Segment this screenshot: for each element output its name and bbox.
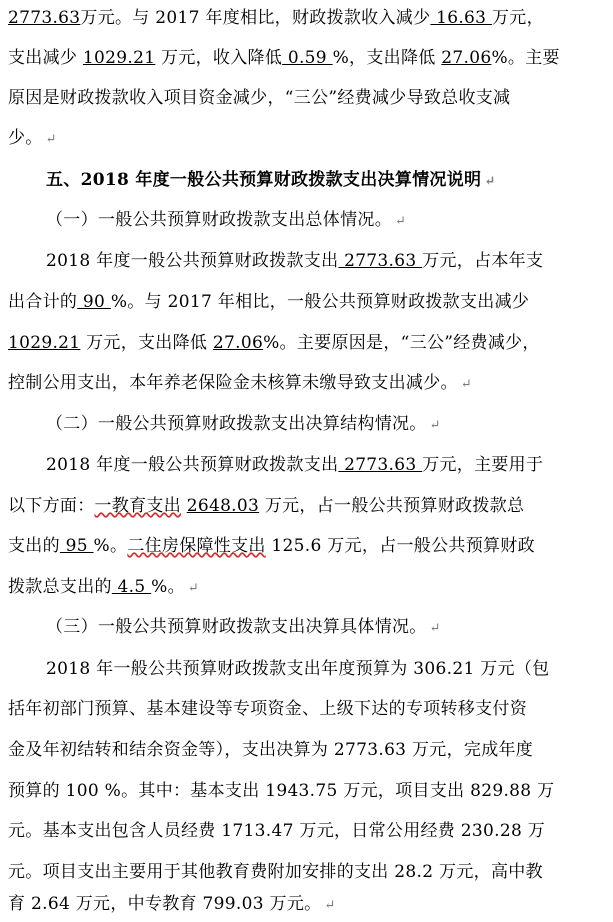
text-run: 万元，支出降低 [80,333,213,353]
text-run: 万元，主要用于 [422,455,544,475]
text-run: 支出减少 [8,48,83,68]
text-run: %。主要 [491,48,560,68]
underlined-value: 90 [77,292,111,312]
text-line-7 [8,243,613,279]
text-run: 五、2018 年度一般公共预算财政拨款支出决算情况说明 [46,170,482,190]
text-run: 2018 年一般公共预算财政拨款支出年度预算为 306.21 万元（包 [46,659,550,679]
paragraph-mark: ↵ [460,377,473,392]
text-run: 万元，占一般公共预算财政拨款总 [259,496,525,516]
paragraph-mark: ↵ [395,214,407,229]
text-run: 少。 [8,128,43,148]
text-run: 育 2.64 万元，中专教育 799.03 万元。 [8,894,322,914]
text-run: 元。项目支出主要用于其他教育费附加安排的支出 28.2 万元，高中教 [8,862,543,882]
text-run: %，支出降低 [332,48,442,68]
text-run: 万元， [491,8,544,28]
paragraph-mark: ↵ [324,898,336,913]
subsection-heading-3 [8,609,613,645]
text-line-8 [8,284,608,320]
underlined-value: 4.5 [111,577,152,597]
spellcheck-text: 二住房保障性支出 [127,536,266,556]
underlined-value: 95 [59,536,94,556]
text-run: （三）一般公共预算财政拨款支出决算具体情况。 [46,617,427,637]
text-line-3 [8,80,608,116]
underlined-value: 2773.63 [8,8,81,28]
text-line-17 [8,651,613,687]
text-line-23 [8,886,608,922]
text-line-19 [8,732,608,768]
subsection-heading-2 [8,406,613,442]
spellcheck-text: 一教育支出 [94,496,181,516]
underlined-value: 27.06 [212,333,264,353]
text-run: （一）一般公共预算财政拨款支出总体情况。 [46,210,392,230]
text-run: %。主要原因是，“三公”经费减少， [263,333,540,353]
text-line-9 [8,325,608,361]
underlined-value: 27.06 [441,48,492,68]
underlined-value: 0.59 [282,48,333,68]
text-run: 拨款总支出的 [8,577,112,597]
section-heading [8,162,613,198]
text-run: 括年初部门预算、基本建设等专项资金、上级下达的专项转移支付资 [8,699,527,719]
paragraph-mark: ↵ [484,174,496,189]
text-run: 2018 年度一般公共预算财政拨款支出 [46,251,339,271]
text-line-12 [8,447,613,483]
text-line-13 [8,488,608,524]
text-run: 2018 年度一般公共预算财政拨款支出 [46,455,339,475]
underlined-value: 1029.21 [82,48,156,68]
text-run: 125.6 万元，占一般公共预算财政 [265,536,535,556]
text-line-21 [8,813,608,849]
text-run: 出合计的 [8,292,78,312]
text-run: 万元。与 2017 年度相比，财政拨款收入减少 [80,8,431,28]
text-run: 万元，占本年支 [422,251,544,271]
underlined-value: 2648.03 [186,496,260,516]
text-line-15 [8,569,608,605]
paragraph-mark: ↵ [429,621,441,636]
text-run: 控制公用支出，本年养老保险金未核算未缴导致支出减少。 [8,373,458,393]
text-line-14 [8,528,608,564]
text-run: （二）一般公共预算财政拨款支出决算结构情况。 [46,414,427,434]
text-run: 万元，收入降低 [155,48,283,68]
underlined-value: 16.63 [430,8,492,28]
underlined-value: 2773.63 [338,251,423,271]
text-run: 预算的 100 %。其中：基本支出 1943.75 万元，项目支出 829.88 万 [8,781,555,801]
subsection-heading-1 [8,202,613,238]
text-run: 元。基本支出包含人员经费 1713.47 万元，日常公用经费 230.28 万 [8,821,546,841]
text-run: 以下方面： [8,496,95,516]
paragraph-mark: ↵ [429,418,441,433]
text-run: %。 [93,536,128,556]
text-run: 支出的 [8,536,60,556]
underlined-value: 2773.63 [338,455,423,475]
underlined-value: 1029.21 [8,333,81,353]
text-line-10 [8,365,608,401]
text-run: 原因是财政拨款收入项目资金减少，“三公”经费减少导致总收支减 [8,88,511,108]
text-line-2 [8,40,608,76]
paragraph-mark: ↵ [187,581,200,596]
text-line-18 [8,691,608,727]
text-line-1 [8,0,608,36]
text-line-4 [8,120,608,156]
text-run: 金及年初结转和结余资金等），支出决算为 2773.63 万元，完成年度 [8,740,534,760]
text-line-20 [8,773,608,809]
text-run: %。 [151,577,185,597]
text-line-22 [8,854,608,890]
paragraph-mark: ↵ [45,132,57,147]
text-run: %。与 2017 年相比，一般公共预算财政拨款支出减少 [110,292,530,312]
